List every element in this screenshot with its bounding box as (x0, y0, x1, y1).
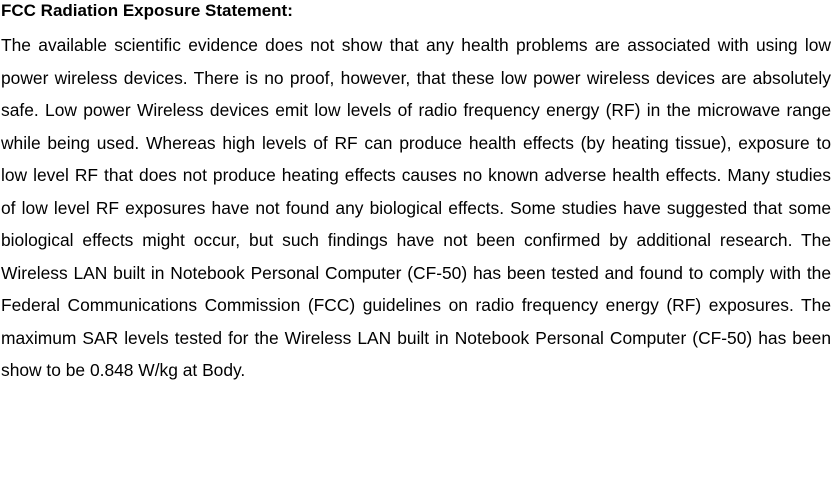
statement-body: The available scientific evidence does not show that any health problems are associated with using low power wireless devices. There is no proof, however, that these low power wireless devices are absolutely safe. Low power Wireless devices emit low levels of radio frequency energy (RF) in the microwave range while being used. Whereas high levels of RF can produce health effects (by heating tissue), exposure to low level RF that does not produce heating effects causes no known adverse health effects. Many studies of low level RF exposures have not found any biological effects. Some studies have suggested that some biological effects might occur, but such findings have not been confirmed by additional research. The Wireless LAN built in Notebook Personal Computer (CF-50) has been tested and found to comply with the Federal Communications Commission (FCC) guidelines on radio frequency energy (RF) exposures. The maximum SAR levels tested for the Wireless LAN built in Notebook Personal Computer (CF-50) has been show to be 0.848 W/kg at Body. (1, 35, 831, 380)
statement-heading: FCC Radiation Exposure Statement: (1, 1, 293, 20)
